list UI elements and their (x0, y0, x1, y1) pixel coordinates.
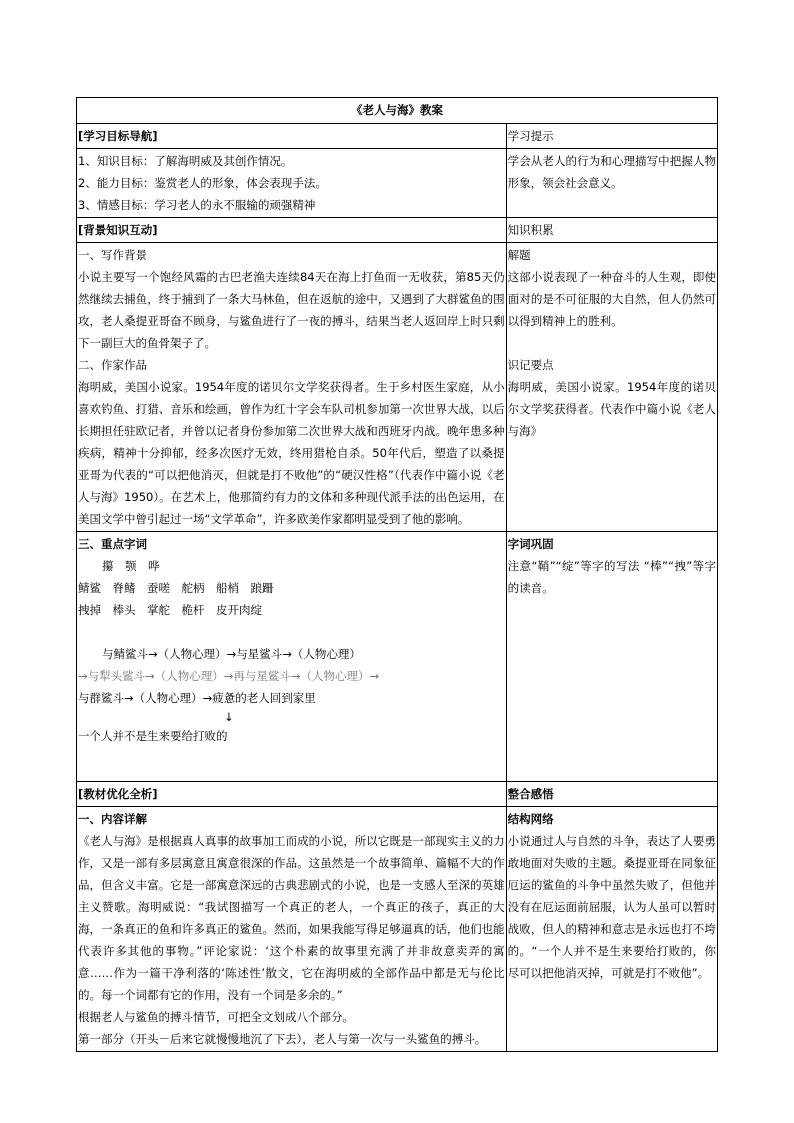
analysis-header: [教材优化全析] (77, 782, 507, 807)
insight-header: 整合感悟 (506, 782, 717, 807)
key-words-cell (77, 532, 507, 782)
lesson-plan-table (76, 97, 718, 1052)
word-review-header: 字词巩固 (507, 537, 554, 551)
study-tip-text: 学会从老人的行为和心理描写中把握人物形象，领会社会意义。 (507, 154, 716, 190)
flow-conclusion: 一个人并不是生来要给打败的 (78, 729, 228, 743)
content-text: 《老人与海》是根据真人真事的故事加工而成的小说，所以它既是一部现实主义的力作，又是一部有多层寓意且寓意很深的作品。这虽然是一个故事简单、篇幅不大的作品，但含义丰富。它是一部寓意深远的古典悲剧式的小说，也是一支感人至深的英雄主义赞歌。海明威说：“我试图描写一个真正的老人，一个真正的孩子，真正的大海，一条真正的鱼和许多真正的鲨鱼。然而，如果我能写得足够逼真的话，他们也能代表许多其他的事物。”评论家说：‘这个朴素的故事里充满了并非故意卖弄的寓意……作为一篇干净利落的‘陈述性’散文，它在海明威的全部作品中都是无与伦比的。每一个词都有它的作用，没有一个词是多余的。” (78, 834, 505, 1002)
study-goals-header: [学习目标导航] (77, 124, 507, 149)
word-review-text: 注意“鞘”“绽”等字的写法 “棒”“拽”等字的读音。 (507, 559, 716, 595)
background-text: 小说主要写一个饱经风霜的古巴老渔夫连续84天在海上打鱼而一无收获，第85天仍然继续去捕鱼，终于捕到了一条大马林鱼，但在返航的途中，又遇到了大群鲨鱼的围攻，老人桑提亚哥奋不顾身，与鲨鱼进行了一夜的搏斗，结果当老人返回岸上时只剩下一副巨大的鱼骨架子了。 (78, 270, 505, 350)
flow-line-3: 与群鲨斗→（人物心理）→疲惫的老人回到家里 (78, 691, 316, 705)
knowledge-cell (506, 243, 717, 532)
knowledge-header: 知识积累 (506, 218, 717, 243)
content-title: 一、内容详解 (78, 812, 147, 826)
study-tips-header: 学习提示 (506, 124, 717, 149)
author-title: 二、作家作品 (78, 358, 147, 372)
key-words-line-3: 拽掉 棒头 掌舵 桅杆 皮开肉绽 (78, 603, 262, 617)
goal-knowledge: 1、知识目标：了解海明威及其创作情况。 (78, 154, 293, 168)
insight-cell (506, 807, 717, 1052)
flow-line-2: →与犁头鲨斗→（人物心理）→再与星鲨斗→（人物心理）→ (78, 669, 380, 683)
word-review-cell (506, 532, 717, 782)
structure-label: 结构网络 (507, 812, 554, 826)
flow-line-1: 与鲭鲨斗→（人物心理）→与星鲨斗→（人物心理） (102, 647, 361, 661)
memo-text: 海明威，美国小说家。1954年度的诺贝尔文学奖获得者。代表作中篇小说《老人与海》 (507, 380, 716, 438)
fight-line: 根据老人与鲨鱼的搏斗情节，可把全文划成八个部分。 (78, 1010, 354, 1024)
flow-down-arrow: ↓ (224, 710, 234, 724)
goal-ability: 2、能力目标：鉴赏老人的形象，体会表现手法。 (78, 176, 327, 190)
analysis-cell (77, 807, 507, 1052)
jieti-label: 解题 (507, 248, 531, 262)
structure-text: 小说通过人与自然的斗争，表达了人要勇敢地面对失败的主题。桑提亚哥在同象征厄运的鲨鱼的斗争中虽然失败了，但他并没有在厄运面前屈服，认为人虽可以暂时战败，但人的精神和意志是永远也打不垮的。“一个人并不是生来要给打败的，你尽可以把他消灭掉，可就是打不败他”。 (507, 834, 716, 980)
background-header: [背景知识互动] (77, 218, 507, 243)
jieti-text: 这部小说表现了一种奋斗的人生观，即使面对的是不可征服的大自然，但人仍然可以得到精神上的胜利。 (507, 270, 716, 328)
key-words-title: 三、重点字词 (78, 537, 147, 551)
study-goals-cell (77, 149, 507, 218)
background-cell (77, 243, 507, 532)
goal-emotion: 3、情感目标：学习老人的永不服输的顽强精神 (78, 198, 316, 212)
page-title: 《老人与海》教案 (77, 98, 718, 124)
memo-label: 识记要点 (507, 358, 554, 372)
part1-line: 第一部分（开头－后来它就慢慢地沉了下去），老人与第一次与一头鲨鱼的搏斗。 (78, 1032, 487, 1046)
key-words-line-1: 攥 颚 哗 (102, 559, 160, 573)
background-title: 一、写作背景 (78, 248, 147, 262)
author-text: 海明威，美国小说家。1954年度的诺贝尔文学奖获得者。生于乡村医生家庭，从小喜欢钓鱼、打猎、音乐和绘画，曾作为红十字会车队司机参加第一次世界大战，以后长期担任驻欧记者，并曾以记者身份参加第二次世界大战和西班牙内战。晚年患多种疾病，精神十分抑郁，经多次医疗无效，终用猎枪自杀。50年代后，塑造了以桑提亚哥为代表的“可以把他消灭，但就是打不败他”的“硬汉性格”（代表作中篇小说《老人与海》1950）。在艺术上，他那简约有力的文体和多种现代派手法的出色运用，在美国文学中曾引起过一场“文学革命”，许多欧美作家都明显受到了他的影响。 (78, 380, 505, 526)
key-words-line-2: 鲭鲨 脊鳍 蚕嗟 舵柄 船梢 踉跚 (78, 581, 274, 595)
study-tips-cell (506, 149, 717, 218)
